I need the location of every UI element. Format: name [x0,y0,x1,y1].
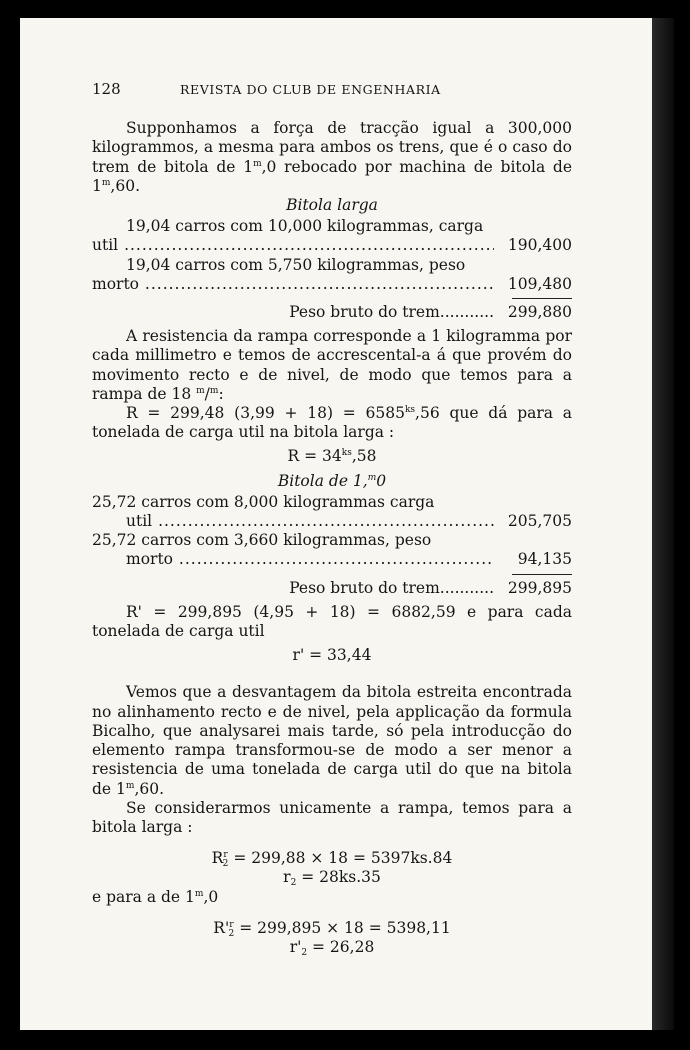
b1-total-label: Peso bruto do trem........... [289,578,494,597]
page-header [92,80,572,99]
b1-item2-text: 25,72 carros com 3,660 kilogrammas, peso [92,531,432,550]
larga-total-row [92,303,572,322]
resistance-paragraph: A resistencia da rampa corresponde a 1 kilogramma por cada millimetro e temos de accrescental-a á que provém do movimento recto e de nivel, de modo que temos para a rampa de 18 $^m$/$^m$: [92,327,572,403]
ramp-result-larga: $r_2 = 28ks.35$ [283,868,381,889]
larga-item2-text: 19,04 carros com 5,750 kilogrammas, peso [126,255,466,274]
larga-item2-row: morto ..... 109,480 [92,275,572,294]
larga-item1-value: 190,400 [507,236,572,255]
b1-total-row [92,579,572,598]
larga-item1-row: util ..... 190,400 [92,236,572,255]
b1-resistance-equation: R' = 299,895 (4,95 + 18) = 6882,59 e para cada tonelada de carga util [92,602,572,641]
b1-item2-row: morto ..... 94,135 [92,550,572,569]
b1-item1-row: util ..... 205,705 [92,512,572,531]
conclusion-paragraph: Vemos que a desvantagem da bitola estreita encontrada no alinhamento recto e de nivel, pela applicação da formula Bicalho, que analysarei mais tarde, só pela introducção do elemento rampa transformou-se de modo a ser menor a resistencia de uma tonelada de carga util do que na bitola de 1$^m$,60. [92,683,572,798]
resistance-result: $R = 34^{ks},58$ [287,447,377,466]
ramp-equation-larga: $R^r_2 = 299,88 \times 18 = 5397ks.84$ [211,849,453,870]
ramp-equation-1m: $R'^r_2 = 299,895 \times 18 = 5398,11$ [213,918,451,939]
page-content [92,80,572,957]
sum-rule [512,574,572,575]
ramp-intro-1m: e para a de 1$^m$,0 [92,887,219,906]
intro-paragraph: Supponhamos a força de tracção igual a 300,000 kilogrammos, a mesma para ambos os trens, que é o caso do trem de bitola de 1$^m$,0 rebocado por machina de bitola de 1$^m$,60. [92,119,572,195]
page-number: 128 [92,80,121,98]
b1-item2-value: 94,135 [517,550,572,569]
ramp-paragraph: Se considerarmos unicamente a rampa, temos para a bitola larga : [92,798,572,836]
b1-resistance-result: r' = 33,44 [292,646,372,665]
running-head: REVISTA DO CLUB DE ENGENHARIA [180,82,441,97]
b1-item1-text: 25,72 carros com 8,000 kilogrammas carga [92,492,435,511]
b1-item1-value: 205,705 [507,512,572,531]
heading-bitola-larga: Bitola larga [286,196,378,215]
b1-total-value: 299,895 [507,578,572,597]
larga-item1-text: 19,04 carros com 10,000 kilogrammas, carga [126,217,484,236]
larga-total-value: 299,880 [507,303,572,322]
larga-total-label: Peso bruto do trem........... [289,303,494,322]
heading-bitola-1m: Bitola de 1,$^m$0 [277,471,387,490]
ramp-result-1m: $r'_2 = 26,28$ [289,937,375,958]
sum-rule [512,298,572,299]
page-edge [652,18,674,1030]
larga-item2-value: 109,480 [507,274,572,293]
resistance-equation: R = 299,48 $(3,99 + 18) = 6585^{ks},56$ que dá para a tonelada de carga util na bitola larga : [92,404,573,442]
